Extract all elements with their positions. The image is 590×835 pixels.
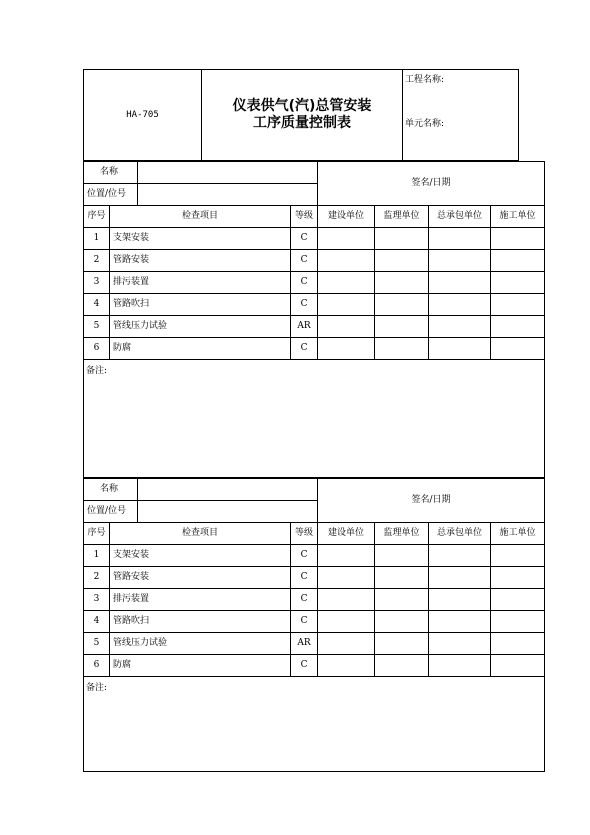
supervisor-sign-cell[interactable] (375, 589, 429, 611)
builder-sign-cell[interactable] (491, 316, 545, 338)
col-builder-header: 施工单位 (491, 523, 545, 545)
project-name-field[interactable]: 工程名称: (405, 75, 445, 85)
name-label: 名称 (84, 479, 138, 501)
position-value-field[interactable] (138, 184, 318, 206)
contractor-sign-cell[interactable] (429, 228, 491, 250)
owner-sign-cell[interactable] (318, 545, 375, 567)
table-row (84, 294, 545, 316)
col-owner-header: 建设单位 (318, 206, 375, 228)
item-grade: C (291, 567, 318, 589)
owner-sign-cell[interactable] (318, 294, 375, 316)
item-name: 管路安装 (110, 567, 291, 589)
table-row (84, 316, 545, 338)
contractor-sign-cell[interactable] (429, 633, 491, 655)
position-label: 位置/位号 (84, 501, 138, 523)
item-name: 支架安装 (110, 228, 291, 250)
contractor-sign-cell[interactable] (429, 316, 491, 338)
builder-sign-cell[interactable] (491, 611, 545, 633)
table-row (84, 250, 545, 272)
item-no: 2 (84, 250, 110, 272)
item-grade: C (291, 545, 318, 567)
builder-sign-cell[interactable] (491, 294, 545, 316)
table-row (84, 545, 545, 567)
items-body-1 (84, 228, 545, 360)
contractor-sign-cell[interactable] (429, 294, 491, 316)
table-row (84, 567, 545, 589)
item-no: 4 (84, 294, 110, 316)
item-name: 防腐 (110, 655, 291, 677)
builder-sign-cell[interactable] (491, 250, 545, 272)
supervisor-sign-cell[interactable] (375, 611, 429, 633)
owner-sign-cell[interactable] (318, 589, 375, 611)
item-no: 1 (84, 228, 110, 250)
signature-date-header: 签名/日期 (318, 162, 545, 206)
name-label: 名称 (84, 162, 138, 184)
contractor-sign-cell[interactable] (429, 272, 491, 294)
project-meta (403, 70, 519, 161)
col-builder-header: 施工单位 (491, 206, 545, 228)
item-grade: C (291, 250, 318, 272)
items-body-2 (84, 545, 545, 677)
contractor-sign-cell[interactable] (429, 655, 491, 677)
builder-sign-cell[interactable] (491, 338, 545, 360)
col-supervisor-header: 监理单位 (375, 523, 429, 545)
builder-sign-cell[interactable] (491, 272, 545, 294)
col-no-header: 序号 (84, 206, 110, 228)
contractor-sign-cell[interactable] (429, 567, 491, 589)
supervisor-sign-cell[interactable] (375, 338, 429, 360)
item-name: 管线压力试验 (110, 316, 291, 338)
item-name: 管路吹扫 (110, 294, 291, 316)
supervisor-sign-cell[interactable] (375, 294, 429, 316)
form-code: HA-705 (84, 70, 202, 161)
name-value-field[interactable] (138, 479, 318, 501)
owner-sign-cell[interactable] (318, 272, 375, 294)
item-grade: C (291, 589, 318, 611)
item-no: 2 (84, 567, 110, 589)
quality-control-sheet (83, 69, 536, 772)
table-row (84, 272, 545, 294)
inspection-section-1 (83, 161, 545, 478)
item-name: 排污装置 (110, 589, 291, 611)
remarks-field[interactable]: 备注: (84, 677, 545, 772)
item-no: 3 (84, 589, 110, 611)
item-grade: C (291, 272, 318, 294)
item-no: 6 (84, 338, 110, 360)
item-name: 排污装置 (110, 272, 291, 294)
supervisor-sign-cell[interactable] (375, 250, 429, 272)
builder-sign-cell[interactable] (491, 655, 545, 677)
item-no: 5 (84, 316, 110, 338)
item-name: 管线压力试验 (110, 633, 291, 655)
item-no: 1 (84, 545, 110, 567)
item-no: 4 (84, 611, 110, 633)
item-name: 管路吹扫 (110, 611, 291, 633)
form-title (202, 70, 403, 161)
item-name: 管路安装 (110, 250, 291, 272)
builder-sign-cell[interactable] (491, 589, 545, 611)
item-name: 支架安装 (110, 545, 291, 567)
owner-sign-cell[interactable] (318, 338, 375, 360)
contractor-sign-cell[interactable] (429, 338, 491, 360)
item-grade: C (291, 294, 318, 316)
supervisor-sign-cell[interactable] (375, 655, 429, 677)
table-row (84, 228, 545, 250)
supervisor-sign-cell[interactable] (375, 633, 429, 655)
col-no-header: 序号 (84, 523, 110, 545)
col-supervisor-header: 监理单位 (375, 206, 429, 228)
owner-sign-cell[interactable] (318, 611, 375, 633)
item-no: 5 (84, 633, 110, 655)
builder-sign-cell[interactable] (491, 545, 545, 567)
name-value-field[interactable] (138, 162, 318, 184)
header-table (83, 69, 519, 161)
builder-sign-cell[interactable] (491, 567, 545, 589)
table-row (84, 589, 545, 611)
unit-name-field[interactable]: 单元名称: (405, 119, 445, 129)
owner-sign-cell[interactable] (318, 655, 375, 677)
inspection-section-2 (83, 478, 545, 772)
item-no: 6 (84, 655, 110, 677)
builder-sign-cell[interactable] (491, 633, 545, 655)
signature-date-header: 签名/日期 (318, 479, 545, 523)
col-grade-header: 等级 (291, 206, 318, 228)
item-grade: C (291, 228, 318, 250)
item-grade: AR (291, 633, 318, 655)
col-owner-header: 建设单位 (318, 523, 375, 545)
supervisor-sign-cell[interactable] (375, 545, 429, 567)
builder-sign-cell[interactable] (491, 228, 545, 250)
col-contractor-header: 总承包单位 (429, 206, 491, 228)
item-grade: C (291, 338, 318, 360)
owner-sign-cell[interactable] (318, 567, 375, 589)
title-line-2: 工序质量控制表 (253, 115, 351, 131)
col-item-header: 检查项目 (110, 206, 291, 228)
item-no: 3 (84, 272, 110, 294)
table-row (84, 338, 545, 360)
table-row (84, 633, 545, 655)
owner-sign-cell[interactable] (318, 633, 375, 655)
owner-sign-cell[interactable] (318, 316, 375, 338)
contractor-sign-cell[interactable] (429, 545, 491, 567)
contractor-sign-cell[interactable] (429, 250, 491, 272)
col-grade-header: 等级 (291, 523, 318, 545)
item-grade: C (291, 611, 318, 633)
title-line-1: 仪表供气(汽)总管安装 (232, 98, 372, 114)
supervisor-sign-cell[interactable] (375, 567, 429, 589)
col-contractor-header: 总承包单位 (429, 523, 491, 545)
table-row (84, 655, 545, 677)
table-row (84, 611, 545, 633)
supervisor-sign-cell[interactable] (375, 228, 429, 250)
owner-sign-cell[interactable] (318, 228, 375, 250)
contractor-sign-cell[interactable] (429, 611, 491, 633)
item-grade: C (291, 655, 318, 677)
position-label: 位置/位号 (84, 184, 138, 206)
col-item-header: 检查项目 (110, 523, 291, 545)
contractor-sign-cell[interactable] (429, 589, 491, 611)
position-value-field[interactable] (138, 501, 318, 523)
remarks-field[interactable]: 备注: (84, 360, 545, 478)
item-name: 防腐 (110, 338, 291, 360)
supervisor-sign-cell[interactable] (375, 272, 429, 294)
item-grade: AR (291, 316, 318, 338)
owner-sign-cell[interactable] (318, 250, 375, 272)
supervisor-sign-cell[interactable] (375, 316, 429, 338)
